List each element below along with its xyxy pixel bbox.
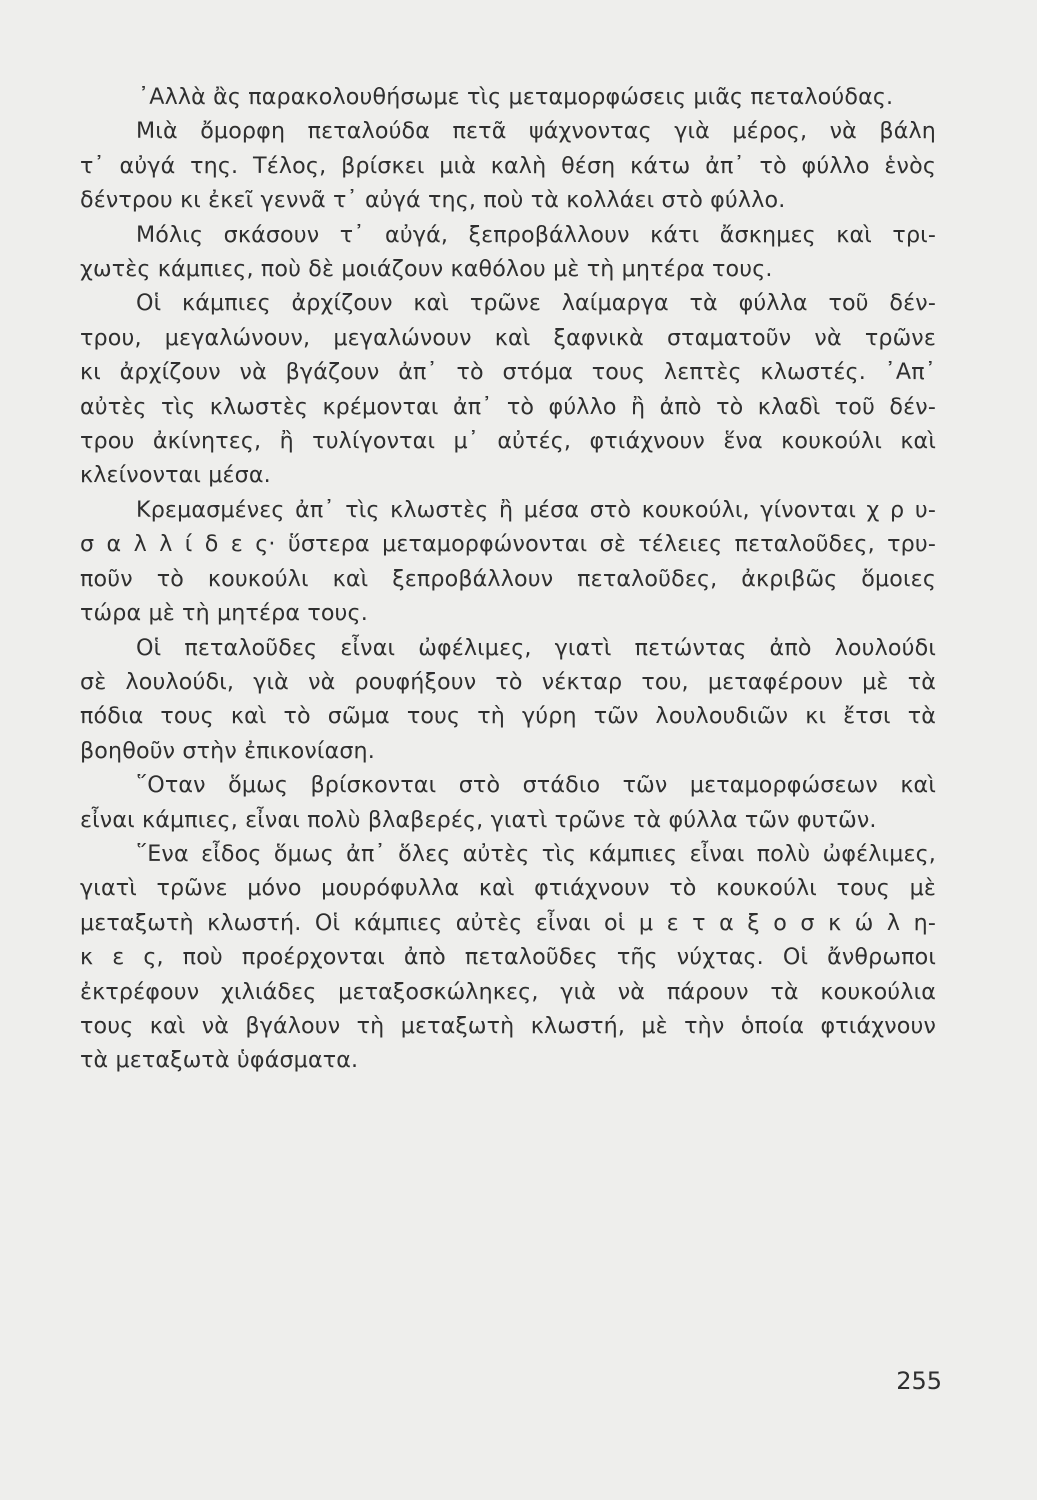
text-line: τους καὶ νὰ βγάλουν τὴ μεταξωτὴ κλωστή, μὲ τὴν ὁποία φτιάχνουν bbox=[80, 1012, 936, 1039]
paragraph bbox=[80, 837, 936, 1078]
paragraph bbox=[80, 768, 936, 837]
text-line: κλείνονται μέσα. bbox=[80, 462, 271, 489]
text-line: δέντρου κι ἐκεῖ γεννᾶ τ᾿ αὐγά της, ποὺ τὰ κολλάει στὸ φύλλο. bbox=[80, 187, 786, 214]
text-line: τώρα μὲ τὴ μητέρα τους. bbox=[80, 600, 368, 627]
paragraph bbox=[80, 80, 936, 114]
paragraph bbox=[80, 218, 936, 287]
text-line: βοηθοῦν στὴν ἐπικονίαση. bbox=[80, 737, 375, 764]
paragraph bbox=[80, 286, 936, 492]
paragraph bbox=[80, 114, 936, 217]
text-line: Μιὰ ὄμορφη πεταλούδα πετᾶ ψάχνοντας γιὰ μέρος, νὰ βάλη bbox=[136, 118, 936, 145]
text-line: ἐκτρέφουν χιλιάδες μεταξοσκώληκες, γιὰ νὰ πάρουν τὰ κουκούλια bbox=[80, 978, 936, 1005]
text-line: τρου, μεγαλώνουν, μεγαλώνουν καὶ ξαφνικὰ σταματοῦν νὰ τρῶνε bbox=[80, 324, 936, 351]
text-line: σὲ λουλούδι, γιὰ νὰ ρουφήξουν τὸ νέκταρ του, μεταφέρουν μὲ τὰ bbox=[80, 668, 936, 695]
text-line: ποῦν τὸ κουκούλι καὶ ξεπροβάλλουν πεταλοῦδες, ἀκριβῶς ὅμοιες bbox=[80, 565, 936, 592]
text-line: γιατὶ τρῶνε μόνο μουρόφυλλα καὶ φτιάχνουν τὸ κουκούλι τους μὲ bbox=[80, 875, 936, 902]
text-line: Οἱ κάμπιες ἀρχίζουν καὶ τρῶνε λαίμαργα τὰ φύλλα τοῦ δέν- bbox=[136, 290, 936, 317]
text-line: αὐτὲς τὶς κλωστὲς κρέμονται ἀπ᾿ τὸ φύλλο ἢ ἀπὸ τὸ κλαδὶ τοῦ δέν- bbox=[80, 393, 936, 420]
text-line: ᾿Αλλὰ ἂς παρακολουθήσωμε τὶς μεταμορφώσεις μιᾶς πεταλούδας. bbox=[138, 84, 894, 110]
text-line: ῞Οταν ὅμως βρίσκονται στὸ στάδιο τῶν μεταμορφώσεων καὶ bbox=[136, 772, 936, 799]
body-text bbox=[80, 80, 936, 1078]
text-line: τ᾿ αὐγά της. Τέλος, βρίσκει μιὰ καλὴ θέση κάτω ἀπ᾿ τὸ φύλλο ἑνὸς bbox=[80, 152, 936, 179]
text-line: ῞Ενα εἶδος ὅμως ἀπ᾿ ὅλες αὐτὲς τὶς κάμπιες εἶναι πολὺ ὠφέλιμες, bbox=[136, 840, 936, 867]
text-line: Οἱ πεταλοῦδες εἶναι ὠφέλιμες, γιατὶ πετώντας ἀπὸ λουλούδι bbox=[136, 634, 936, 661]
page-number: 255 bbox=[896, 1367, 942, 1395]
text-line: Μόλις σκάσουν τ᾿ αὐγά, ξεπροβάλλουν κάτι ἄσκημες καὶ τρι- bbox=[136, 221, 936, 248]
paragraph bbox=[80, 493, 936, 631]
text-line: τὰ μεταξωτὰ ὑφάσματα. bbox=[80, 1047, 359, 1074]
paragraph bbox=[80, 631, 936, 769]
text-line: σ α λ λ ί δ ε ς· ὕστερα μεταμορφώνονται σὲ τέλειες πεταλοῦδες, τρυ- bbox=[80, 531, 936, 558]
text-line: μεταξωτὴ κλωστή. Οἱ κάμπιες αὐτὲς εἶναι οἱ μ ε τ α ξ ο σ κ ώ λ η- bbox=[80, 909, 936, 936]
text-line: κ ε ς, ποὺ προέρχονται ἀπὸ πεταλοῦδες τῆς νύχτας. Οἱ ἄνθρωποι bbox=[80, 944, 936, 971]
text-line: χωτὲς κάμπιες, ποὺ δὲ μοιάζουν καθόλου μὲ τὴ μητέρα τους. bbox=[80, 256, 773, 283]
text-line: Κρεμασμένες ἀπ᾿ τὶς κλωστὲς ἢ μέσα στὸ κουκούλι, γίνονται χ ρ υ- bbox=[136, 496, 936, 523]
text-line: πόδια τους καὶ τὸ σῶμα τους τὴ γύρη τῶν λουλουδιῶν κι ἔτσι τὰ bbox=[80, 703, 936, 730]
text-line: κι ἀρχίζουν νὰ βγάζουν ἀπ᾿ τὸ στόμα τους λεπτὲς κλωστές. ᾿Απ᾿ bbox=[80, 359, 936, 386]
text-line: τρου ἀκίνητες, ἢ τυλίγονται μ᾿ αὐτές, φτιάχνουν ἕνα κουκούλι καὶ bbox=[80, 428, 936, 455]
text-line: εἶναι κάμπιες, εἶναι πολὺ βλαβερές, γιατὶ τρῶνε τὰ φύλλα τῶν φυτῶν. bbox=[80, 806, 877, 833]
